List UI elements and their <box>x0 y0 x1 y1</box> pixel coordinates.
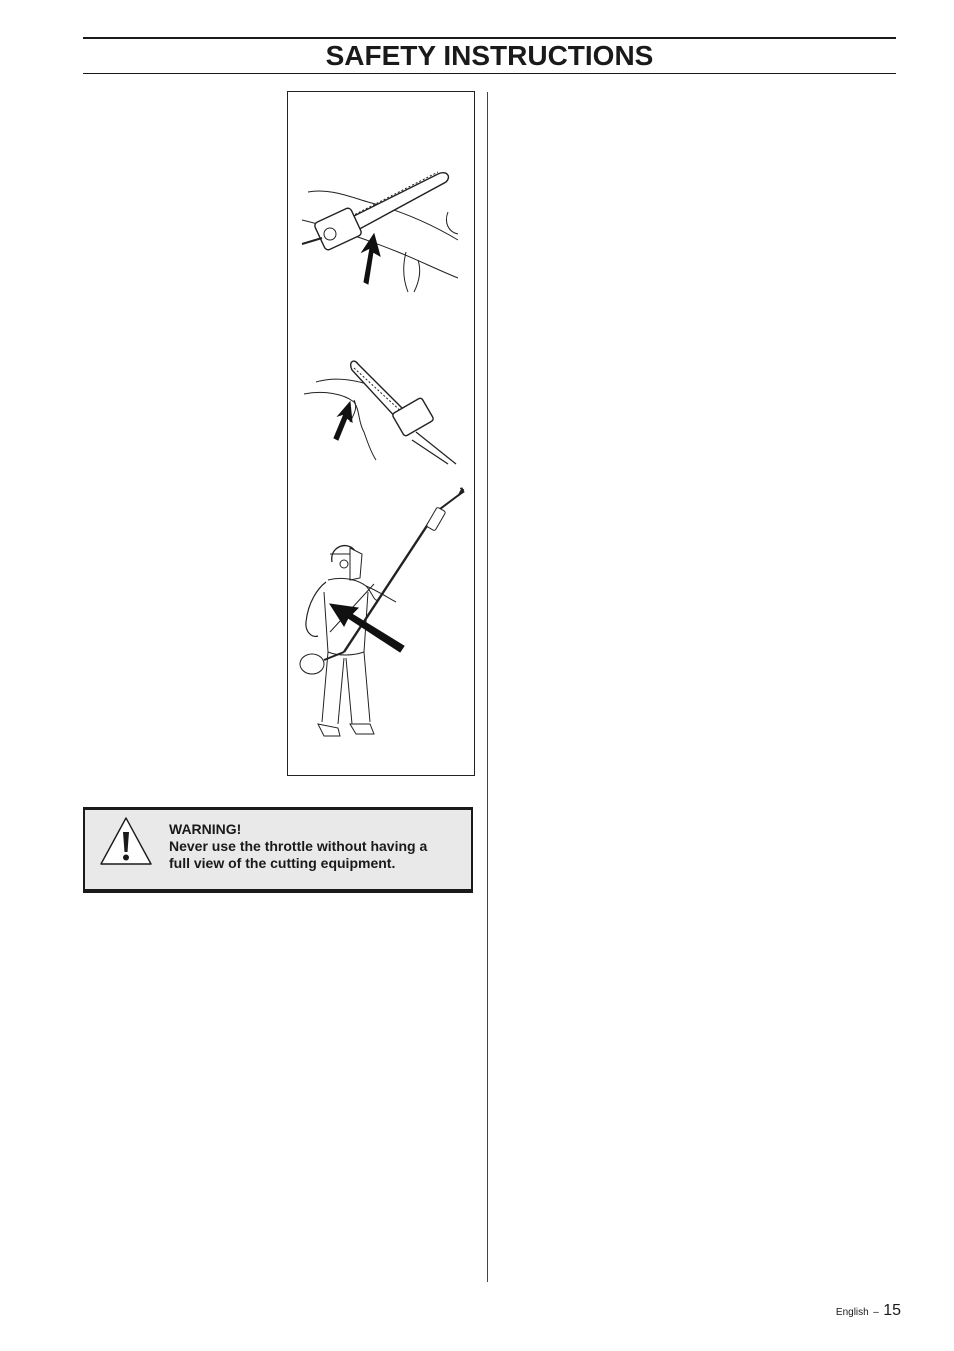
header-rule-bottom <box>83 73 896 74</box>
warning-box <box>83 807 473 893</box>
warning-heading: WARNING! <box>169 821 242 837</box>
warning-line-2: full view of the cutting equipment. <box>169 855 396 871</box>
illustration-frame <box>287 91 475 776</box>
page-number: 15 <box>883 1302 901 1319</box>
warning-line-1: Never use the throttle without having a <box>169 838 428 854</box>
illustration-panel <box>288 92 474 775</box>
warning-triangle-icon <box>99 816 153 866</box>
page-footer <box>836 1302 901 1320</box>
chainsaw-head-arrow-icon <box>302 172 458 292</box>
footer-language: English <box>835 1307 869 1318</box>
operator-pole-saw-icon <box>300 488 464 736</box>
warning-text <box>169 821 465 872</box>
footer-separator: – <box>873 1307 879 1318</box>
column-divider <box>487 92 488 1282</box>
page-title: SAFETY INSTRUCTIONS <box>325 40 654 71</box>
chainsaw-bar-arrow-icon <box>304 361 456 464</box>
